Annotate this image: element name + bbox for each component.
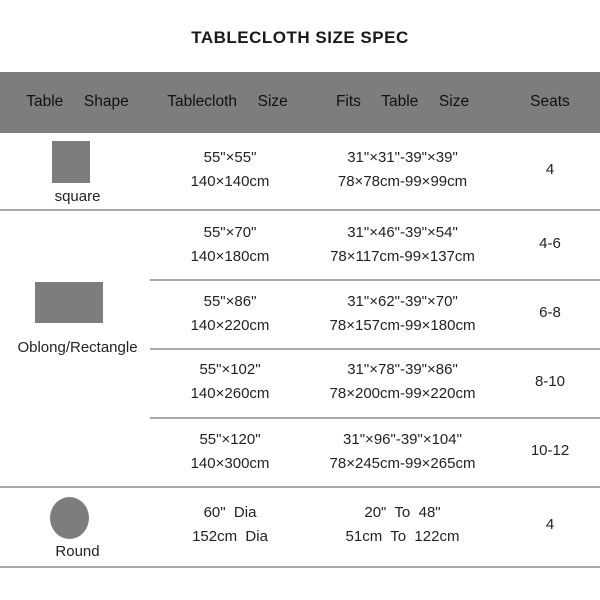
row-divider (150, 279, 600, 281)
row-divider (150, 417, 600, 419)
header-fits-table-size: Fits Table Size (335, 93, 470, 110)
fits-table-size-cell: 20" To 48" 51cm To 122cm (345, 504, 460, 545)
tablecloth-size-cell: 55"×120" 140×300cm (190, 431, 270, 472)
header-tablecloth-size: Tablecloth Size (167, 93, 288, 110)
fits-table-size-cell: 31"×78"-39"×86" 78×200cm-99×220cm (329, 361, 476, 402)
tablecloth-size-cell: 55"×55" 140×140cm (190, 149, 270, 190)
seats-cell: 4-6 (539, 235, 561, 252)
fits-table-size-cell: 31"×96"-39"×104" 78×245cm-99×265cm (329, 431, 476, 472)
tablecloth-size-cell: 55"×102" 140×260cm (190, 361, 270, 402)
table-header (0, 72, 600, 133)
seats-cell: 4 (545, 516, 555, 533)
seats-cell: 4 (545, 161, 555, 178)
round-shape-icon (50, 497, 89, 539)
seats-cell: 8-10 (534, 373, 566, 390)
tablecloth-size-cell: 55"×70" 140×180cm (190, 224, 270, 265)
header-table-shape: Table Shape (26, 93, 129, 110)
fits-table-size-cell: 31"×62"-39"×70" 78×157cm-99×180cm (329, 293, 476, 334)
seats-cell: 6-8 (539, 304, 561, 321)
page-title: TABLECLOTH SIZE SPEC (191, 28, 409, 47)
tablecloth-size-cell: 60" Dia 152cm Dia (192, 504, 268, 545)
row-divider (0, 209, 600, 211)
fits-table-size-cell: 31"×31"-39"×39" 78×78cm-99×99cm (337, 149, 468, 190)
fits-table-size-cell: 31"×46"-39"×54" 78×117cm-99×137cm (330, 224, 475, 265)
row-divider (0, 566, 600, 568)
square-shape-icon (52, 141, 90, 183)
row-divider (0, 486, 600, 488)
shape-label-oblong: Oblong/Rectangle (17, 339, 138, 356)
rectangle-shape-icon (35, 282, 103, 323)
tablecloth-size-cell: 55"×86" 140×220cm (190, 293, 270, 334)
shape-label-square: square (54, 188, 101, 205)
row-divider (150, 348, 600, 350)
shape-label-round: Round (55, 543, 100, 560)
seats-cell: 10-12 (530, 442, 570, 459)
header-seats: Seats (530, 93, 570, 110)
